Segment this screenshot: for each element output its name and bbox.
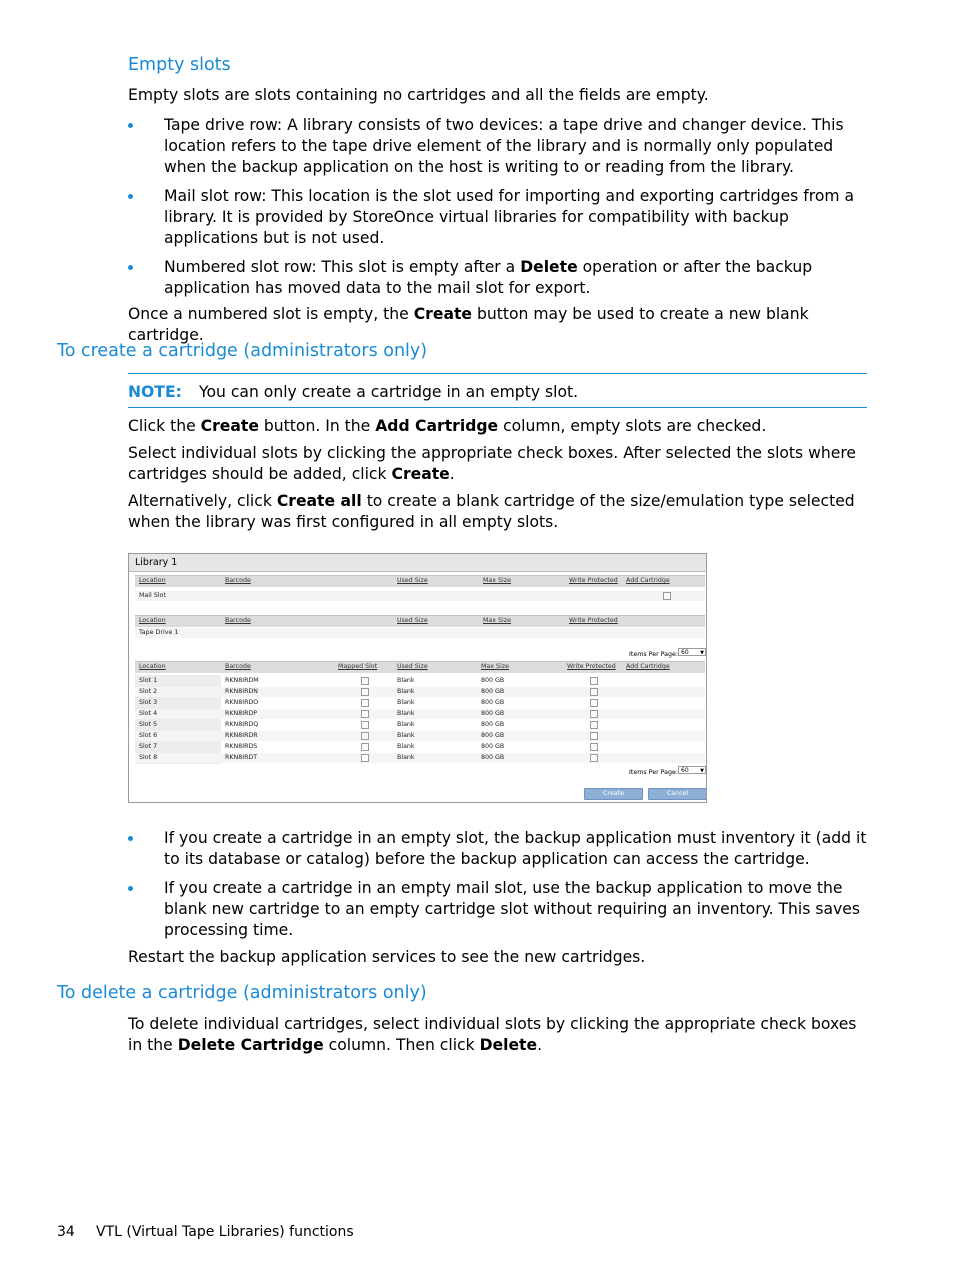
slot-location: Slot 2 [139,688,158,695]
slot-location: Slot 6 [139,732,158,739]
create-step-3: Alternatively, click Create all to create a blank cartridge of the size/emulation type selected when the library was first configured in all empty slots. [128,492,855,531]
mapped-slot-checkbox[interactable] [361,688,369,696]
create-step-1: Click the Create button. In the Add Cartridge column, empty slots are checked. [128,417,767,435]
mapped-slot-checkbox[interactable] [361,677,369,685]
list-item: Mail slot row: This location is the slot used for importing and exporting cartridges from a library. It is provided by StoreOnce virtual libraries for compatibility with backup applications but is not used. [128,186,868,249]
slot-used-size: Blank [397,688,415,695]
list-item: If you create a cartridge in an empty mail slot, use the backup application to move the blank new cartridge to an empty cartridge slot without requiring an inventory. This saves processing time. [128,878,868,941]
create-button[interactable]: Create [584,788,643,800]
slot-used-size: Blank [397,710,415,717]
slot-used-size: Blank [397,699,415,706]
slot-location: Slot 7 [139,743,158,750]
list-item: If you create a cartridge in an empty slot, the backup application must inventory it (add it to its database or catalog) before the backup application can access the cartridge. [128,828,868,870]
mapped-slot-checkbox[interactable] [361,754,369,762]
empty-slots-bullets [128,115,868,307]
create-step-2: Select individual slots by clicking the appropriate check boxes. After selected the slots where cartridges should be added, click Create. [128,444,857,483]
table-row [135,698,705,708]
mapped-slot-checkbox[interactable] [361,710,369,718]
bullet-icon [128,265,133,270]
footer-chapter: VTL (Virtual Tape Libraries) functions [96,1224,354,1240]
bullet-icon [128,194,133,199]
slot-max-size: 800 GB [481,699,505,706]
write-protected-checkbox[interactable] [590,754,598,762]
slot-max-size: 800 GB [481,732,505,739]
mail-table-header: Location Barcode Used Size Max Size Write Protected Add Cartridge [135,575,705,587]
slot-barcode: RKN8IRDP [225,710,258,717]
mail-slot-checkbox[interactable] [663,592,671,600]
outro-paragraph: Once a numbered slot is empty, the Create button may be used to create a new blank cartridge. [128,305,809,344]
heading-empty-slots: Empty slots [128,55,231,75]
note-bottom-rule [128,407,867,408]
slot-max-size: 800 GB [481,688,505,695]
bullet-icon [128,123,133,128]
library-title: Library 1 [129,554,706,572]
mapped-slot-checkbox[interactable] [361,721,369,729]
table-row [135,709,705,719]
slot-used-size: Blank [397,754,415,761]
slot-location: Slot 8 [139,754,158,761]
items-per-page-select[interactable]: 60 ▼ [678,648,706,656]
delete-paragraph: To delete individual cartridges, select individual slots by clicking the appropriate check boxes in the Delete Cartridge column. Then click Delete. [128,1015,857,1054]
page-number: 34 [57,1224,75,1240]
chevron-down-icon: ▼ [700,768,704,774]
intro-paragraph: Empty slots are slots containing no cartridges and all the fields are empty. [128,86,709,104]
note-text: You can only create a cartridge in an empty slot. [199,383,579,401]
write-protected-checkbox[interactable] [590,677,598,685]
slot-barcode: RKN8IRDQ [225,721,259,728]
list-item: Numbered slot row: This slot is empty after a Delete operation or after the backup application has moved data to the mail slot for export. [128,257,868,299]
slot-barcode: RKN8IRDR [225,732,258,739]
slot-location: Slot 3 [139,699,158,706]
table-row [135,687,705,697]
list-item: Tape drive row: A library consists of two devices: a tape drive and changer device. This location refers to the tape drive element of the library and is normally only populated when the backup application on the host is writing to or reading from the library. [128,115,868,178]
slot-used-size: Blank [397,721,415,728]
bullet-icon [128,886,133,891]
slot-barcode: RKN8IRDN [225,688,259,695]
slot-location: Slot 5 [139,721,158,728]
chevron-down-icon: ▼ [700,650,704,656]
bullet-icon [128,836,133,841]
heading-delete-cartridge: To delete a cartridge (administrators only) [57,983,427,1003]
mapped-slot-checkbox[interactable] [361,732,369,740]
heading-create-cartridge: To create a cartridge (administrators only) [57,341,428,361]
slot-used-size: Blank [397,732,415,739]
slot-barcode: RKN8IRDS [225,743,258,750]
table-row: Tape Drive 1 [135,628,705,638]
table-row [135,742,705,752]
note-label: NOTE: [128,383,182,401]
cancel-button[interactable]: Cancel [648,788,707,800]
restart-paragraph: Restart the backup application services to see the new cartridges. [128,948,646,966]
slot-used-size: Blank [397,743,415,750]
write-protected-checkbox[interactable] [590,688,598,696]
write-protected-checkbox[interactable] [590,743,598,751]
slot-max-size: 800 GB [481,710,505,717]
table-row [135,676,705,686]
mapped-slot-checkbox[interactable] [361,743,369,751]
slot-used-size: Blank [397,677,415,684]
table-row [135,720,705,730]
drive-table-header: Location Barcode Used Size Max Size Write Protected [135,615,705,627]
mapped-slot-checkbox[interactable] [361,699,369,707]
slot-max-size: 800 GB [481,721,505,728]
create-notes-bullets [128,828,868,949]
slot-barcode: RKN8IRDT [225,754,258,761]
slot-table-header: Location Barcode Mapped Slot Used Size Max Size Write Protected Add Cartridge [135,661,705,673]
table-row [135,731,705,741]
write-protected-checkbox[interactable] [590,710,598,718]
slot-max-size: 800 GB [481,677,505,684]
write-protected-checkbox[interactable] [590,721,598,729]
note-top-rule [128,373,867,374]
slot-location: Slot 4 [139,710,158,717]
slot-barcode: RKN8IRDO [225,699,259,706]
library-screenshot [128,553,707,803]
table-row [135,753,705,763]
write-protected-checkbox[interactable] [590,732,598,740]
items-per-page-select-bottom[interactable]: 60 ▼ [678,766,706,774]
slot-barcode: RKN8IRDM [225,677,259,684]
items-per-page-label-bottom: Items Per Page: [629,769,679,776]
table-row: Mail Slot [135,591,705,601]
slot-max-size: 800 GB [481,743,505,750]
write-protected-checkbox[interactable] [590,699,598,707]
items-per-page-label: Items Per Page: [629,651,679,658]
slot-max-size: 800 GB [481,754,505,761]
slot-location: Slot 1 [139,677,158,684]
